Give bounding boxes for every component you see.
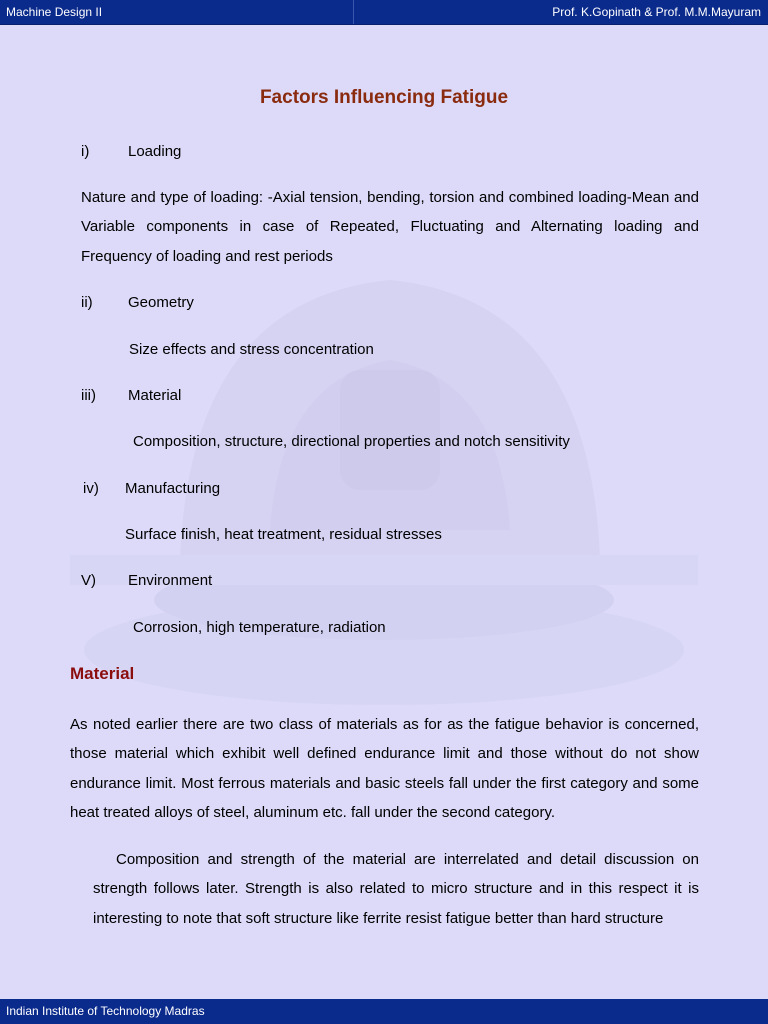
- header-course-title: Machine Design II: [6, 5, 103, 19]
- factor-2-number: ii): [81, 294, 93, 311]
- header-authors: Prof. K.Gopinath & Prof. M.M.Mayuram: [552, 5, 761, 19]
- factor-3-detail: Composition, structure, directional properties and notch sensitivity: [133, 433, 570, 450]
- header-bar: [0, 0, 768, 25]
- section-heading-material: Material: [70, 664, 135, 683]
- factor-4-detail: Surface finish, heat treatment, residual stresses: [125, 526, 442, 543]
- footer-bar: [0, 999, 768, 1024]
- material-paragraph-1: As noted earlier there are two class of materials as for as the fatigue behavior is concerned, those material which exhibit well defined endurance limit and those without do not show endurance limit. Most ferrous materials and basic steels fall under the first category and some heat treated alloys of steel, aluminum etc. fall under the second category.: [70, 716, 699, 821]
- factor-2-label: Geometry: [128, 294, 194, 311]
- factor-5-label: Environment: [128, 572, 213, 589]
- factor-2-detail: Size effects and stress concentration: [129, 341, 374, 358]
- factor-4-label: Manufacturing: [125, 480, 221, 497]
- factor-5-number: V): [81, 572, 96, 589]
- loading-detail: Nature and type of loading: -Axial tension, bending, torsion and combined loading-Mean and Variable components in case of Repeated, Fluctuating and Alternating loading and Frequency of loading and rest periods: [81, 189, 699, 265]
- page-title: Factors Influencing Fatigue: [259, 87, 509, 108]
- factor-5-detail: Corrosion, high temperature, radiation: [133, 619, 386, 636]
- factor-3-number: iii): [81, 387, 96, 404]
- material-paragraph-2: Composition and strength of the material are interrelated and detail discussion on strength follows later. Strength is also related to micro structure and in this respect it is interesting to note that soft structure like ferrite resist fatigue better than hard structure: [93, 851, 699, 927]
- footer-institute: Indian Institute of Technology Madras: [6, 1004, 205, 1018]
- factor-1-number: i): [81, 143, 90, 160]
- factor-1-label: Loading: [128, 143, 182, 160]
- factor-4-number: iv): [83, 480, 99, 497]
- factor-3-label: Material: [128, 387, 182, 404]
- header-divider: [353, 0, 354, 24]
